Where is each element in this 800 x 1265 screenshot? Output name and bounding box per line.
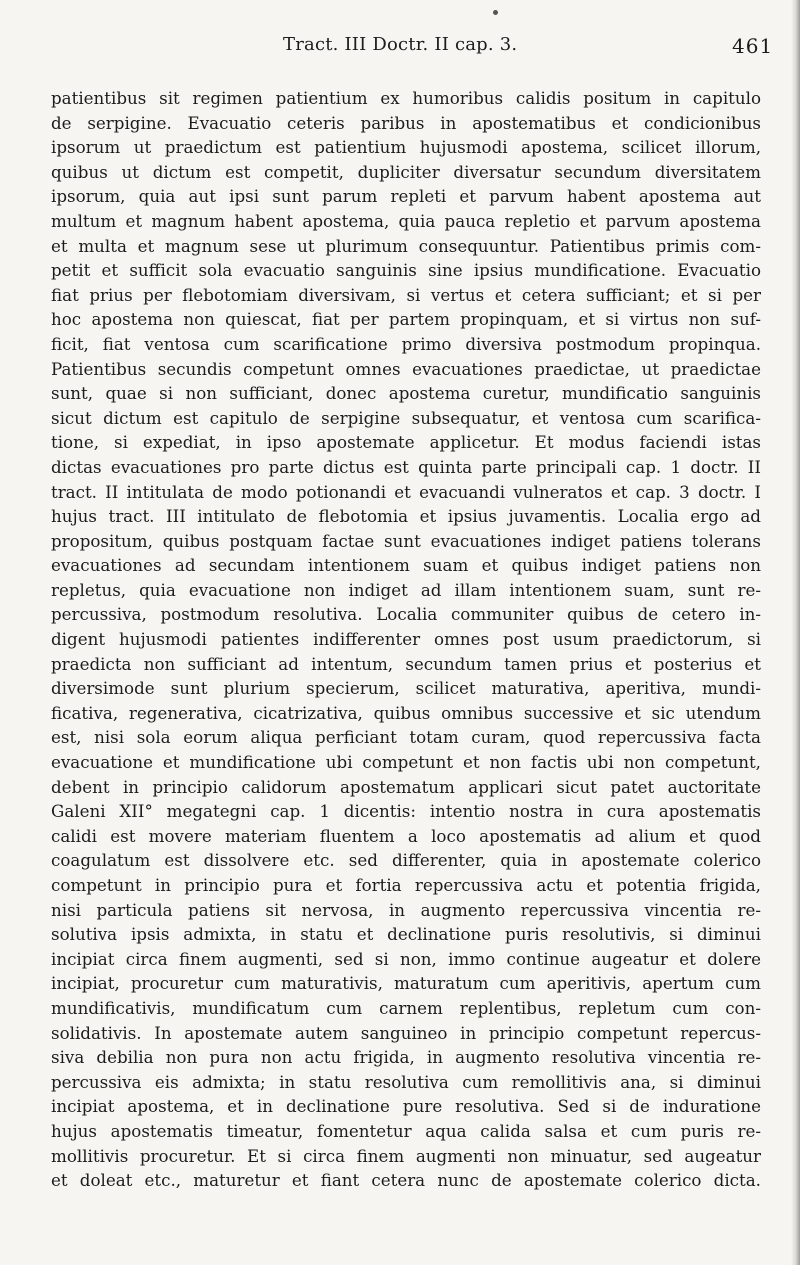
text-line: Patientibus secundis competunt omnes evacuationes praedictae, ut praedictae <box>51 358 761 379</box>
text-line: mundificativis, mundificatum cum carnem replentibus, repletum cum con- <box>51 997 761 1018</box>
text-line: evacuatione et mundificatione ubi competunt et non factis ubi non competunt, <box>51 752 761 773</box>
text-line: fiat prius per flebotomiam diversivam, si vertus et cetera sufficiant; et si per <box>51 284 761 305</box>
text-line: petit et sufficit sola evacuatio sanguinis sine ipsius mundificatione. Evacuatio <box>51 260 761 281</box>
text-line: et multa et magnum sese ut plurimum consequuntur. Patientibus primis com- <box>51 235 761 256</box>
text-line: ipsorum, quia aut ipsi sunt parum repleti et parvum habent apostema aut <box>51 186 761 207</box>
text-line: repletus, quia evacuatione non indiget ad illam intentionem suam, sunt re- <box>51 579 761 600</box>
text-line: incipiat circa finem augmenti, sed si non, immo continue augeatur et dolere <box>51 948 761 969</box>
text-line: ipsorum ut praedictum est patientium hujusmodi apostema, scilicet illorum, <box>51 137 761 158</box>
text-line: et doleat etc., maturetur et fiant cetera nunc de apostemate colerico dicta. <box>51 1170 761 1191</box>
text-line: sicut dictum est capitulo de serpigine subsequatur, et ventosa cum scarifica- <box>51 407 761 428</box>
text-line: percussiva, postmodum resolutiva. Localia communiter quibus de cetero in- <box>51 604 761 625</box>
text-line: incipiat apostema, et in declinatione pure resolutiva. Sed si de induratione <box>51 1096 761 1117</box>
text-line: ficit, fiat ventosa cum scarificatione primo diversiva postmodum propinqua. <box>51 333 761 354</box>
text-line: dictas evacuationes pro parte dictus est quinta parte principali cap. 1 doctr. II <box>51 456 761 477</box>
text-line: debent in principio calidorum apostematum applicari sicut patet auctoritate <box>51 776 761 797</box>
text-line: de serpigine. Evacuatio ceteris paribus in apostematibus et condicionibus <box>51 112 761 133</box>
page-number: 461 <box>732 34 774 58</box>
text-line: quibus ut dictum est competit, dupliciter diversatur secundum diversitatem <box>51 161 761 182</box>
text-line: solutiva ipsis admixta, in statu et declinatione puris resolutivis, si diminui <box>51 924 761 945</box>
text-line: incipiat, procuretur cum maturativis, maturatum cum aperitivis, apertum cum <box>51 973 761 994</box>
text-line: siva debilia non pura non actu frigida, in augmento resolutiva vincentia re- <box>51 1047 761 1068</box>
text-line: hujus tract. III intitulato de flebotomia et ipsius juvamentis. Localia ergo ad <box>51 506 761 527</box>
text-line: competunt in principio pura et fortia repercussiva actu et potentia frigida, <box>51 875 761 895</box>
text-line: coagulatum est dissolvere etc. sed differenter, quia in apostemate colerico <box>51 850 761 871</box>
text-line: ficativa, regenerativa, cicatrizativa, quibus omnibus successive et sic utendum <box>51 702 761 723</box>
running-head <box>0 34 800 64</box>
text-line: tract. II intitulata de modo potionandi et evacuandi vulneratos et cap. 3 doctr. I <box>51 481 761 502</box>
text-line: solidativis. In apostemate autem sanguineo in principio competunt repercus- <box>51 1022 761 1043</box>
text-line: mollitivis procuretur. Et si circa finem augmenti non minuatur, sed augeatur <box>51 1145 761 1166</box>
text-line: propositum, quibus postquam factae sunt evacuationes indiget patiens tolerans <box>51 530 761 551</box>
running-title: Tract. III Doctr. II cap. 3. <box>283 34 518 55</box>
text-line: praedicta non sufficiant ad intentum, secundum tamen prius et posterius et <box>51 653 761 674</box>
text-line: evacuationes ad secundam intentionem suam et quibus indiget patiens non <box>51 555 761 576</box>
text-line: multum et magnum habent apostema, quia pauca repletio et parvum apostema <box>51 210 761 231</box>
text-line: diversimode sunt plurium specierum, scilicet maturativa, aperitiva, mundi- <box>51 678 761 699</box>
text-line: patientibus sit regimen patientium ex humoribus calidis positum in capitulo <box>51 88 761 108</box>
text-line: hoc apostema non quiescat, fiat per partem propinquam, et si virtus non suf- <box>51 309 761 330</box>
text-line: tione, si expediat, in ipso apostemate applicetur. Et modus faciendi istas <box>51 432 761 453</box>
text-line: digent hujusmodi patientes indifferenter omnes post usum praedictorum, si <box>51 629 761 650</box>
text-line: hujus apostematis timeatur, fomentetur aqua calida salsa et cum puris re- <box>51 1120 761 1141</box>
text-line: Galeni XII° megategni cap. 1 dicentis: intentio nostra in cura apostematis <box>51 801 761 822</box>
text-line: percussiva eis admixta; in statu resolutiva cum remollitivis ana, si diminui <box>51 1071 761 1092</box>
body-text <box>51 86 761 1193</box>
text-line: nisi particula patiens sit nervosa, in augmento repercussiva vincentia re- <box>51 899 761 920</box>
print-speck <box>493 10 498 15</box>
text-line: est, nisi sola eorum aliqua perficiant totam curam, quod repercussiva facta <box>51 727 761 748</box>
text-line: calidi est movere materiam fluentem a loco apostematis ad alium et quod <box>51 825 761 846</box>
text-line: sunt, quae si non sufficiant, donec apostema curetur, mundificatio sanguinis <box>51 383 761 404</box>
